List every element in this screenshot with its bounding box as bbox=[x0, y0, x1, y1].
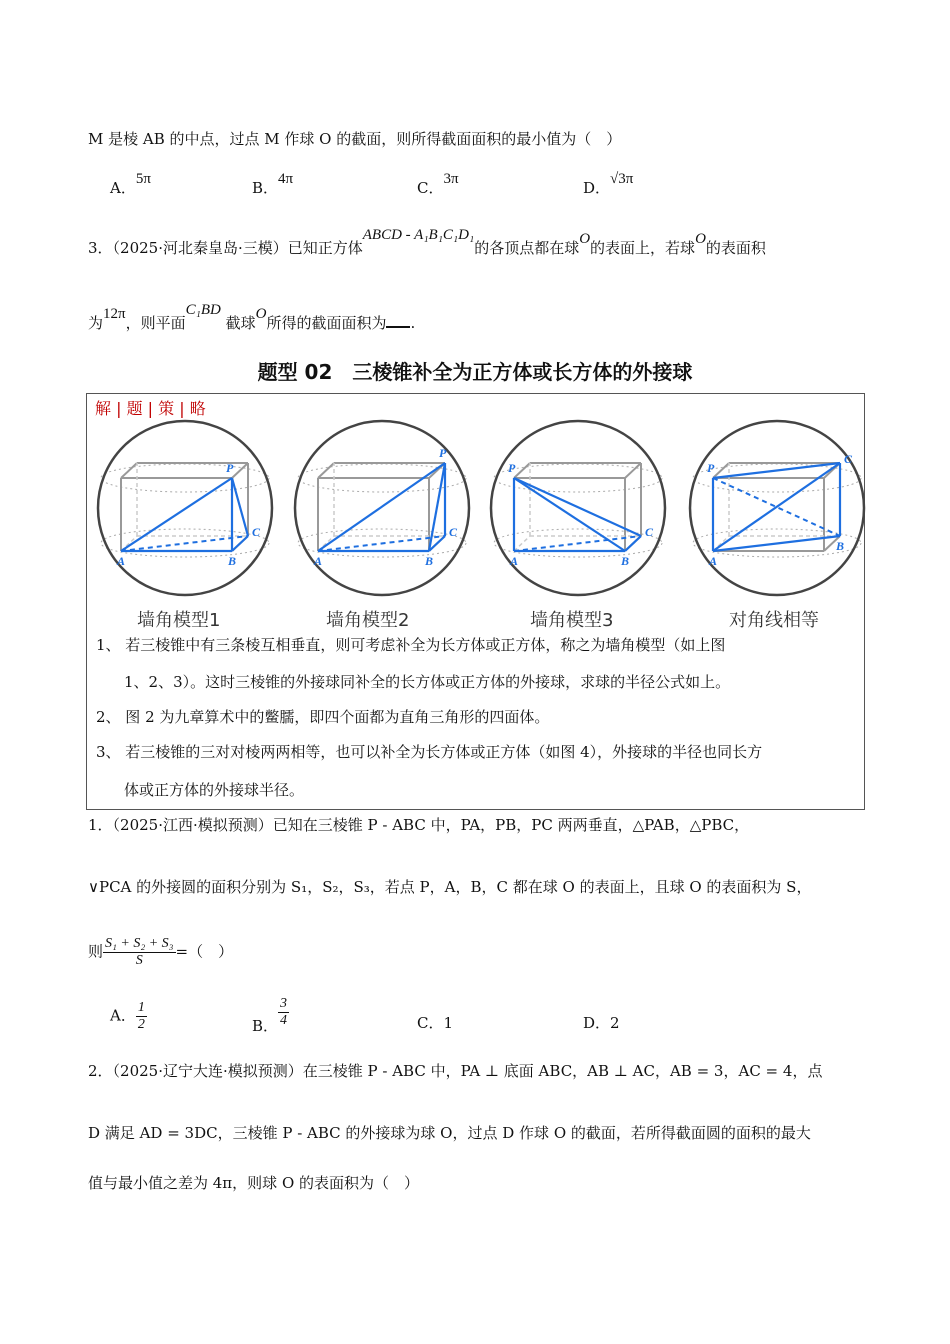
option-value: 2 bbox=[610, 1014, 620, 1032]
tetrahedron-edge bbox=[232, 536, 248, 551]
q3-text: ，则平面 bbox=[125, 314, 186, 332]
sphere-circle bbox=[690, 421, 864, 595]
note-3-cont: 体或正方体的外接球半径。 bbox=[124, 781, 305, 799]
q3-text: 为 bbox=[88, 314, 104, 332]
vertex-label: P bbox=[508, 461, 516, 475]
q3-text: 截球 bbox=[225, 314, 256, 332]
figure-caption: 墙角模型2 bbox=[326, 610, 410, 631]
q3-o: O bbox=[695, 231, 706, 247]
q3-text: 的表面上，若球 bbox=[590, 239, 696, 257]
option-label: D． bbox=[583, 1014, 611, 1032]
vertex-label: B bbox=[425, 554, 434, 568]
box-edge bbox=[514, 463, 530, 478]
option-label: B． bbox=[252, 1016, 279, 1035]
vertex-label: C bbox=[252, 525, 261, 539]
section-title: 题型 02 三棱锥补全为正方体或长方体的外接球 bbox=[257, 360, 693, 384]
vertex-label: B bbox=[228, 554, 237, 568]
figures-svg bbox=[0, 0, 950, 640]
problem-2-line1: 2．（2025·辽宁大连·模拟预测）在三棱锥 P - ABC 中，PA ⊥ 底面 ABC，AB ⊥ AC，AB = 3，AC = 4，点 bbox=[88, 1062, 823, 1080]
vertex-label: A bbox=[709, 554, 718, 568]
problem-2-line2: D 满足 AD = 3DC，三棱锥 P - ABC 的外接球为球 O，过点 D 作球 O 的截面，若所得截面圆的面积的最大 bbox=[88, 1124, 811, 1142]
denominator: 4 bbox=[280, 1013, 288, 1028]
vertex-label: C bbox=[645, 525, 654, 539]
problem-1-line1: 1．（2025·江西·模拟预测）已知在三棱锥 P - ABC 中，PA，PB，PC 两两垂直，△PAB，△PBC， bbox=[88, 816, 750, 834]
option-value: 3π bbox=[443, 171, 459, 187]
option-label: C． bbox=[417, 179, 444, 197]
fraction bbox=[136, 1000, 147, 1033]
q3-o: O bbox=[255, 306, 267, 322]
option-label: D． bbox=[583, 179, 611, 197]
option-label: B． bbox=[252, 179, 279, 197]
vertex-label: P bbox=[226, 461, 234, 475]
q3-prefix: 3．（2025·河北秦皇岛·三模）已知正方体 bbox=[88, 239, 363, 257]
problem-1-line2: ∨PCA 的外接圆的面积分别为 S₁，S₂，S₃，若点 P，A，B，C 都在球 O 的表面上，且球 O 的表面积为 S， bbox=[88, 878, 812, 896]
strategy-tag: 解 | 题 | 策 | 略 bbox=[95, 399, 206, 418]
vertex-label: P bbox=[439, 446, 447, 460]
box-edge bbox=[121, 463, 137, 478]
option-value: 5π bbox=[135, 171, 151, 187]
option-label: A． bbox=[110, 179, 136, 197]
option-value: 1 bbox=[443, 1014, 454, 1032]
numerator: S₁ + S₂ + S₃ bbox=[105, 936, 174, 951]
vertex-label: B bbox=[836, 539, 845, 553]
numerator: 1 bbox=[137, 1000, 145, 1015]
q3-end: . bbox=[410, 314, 416, 332]
vertex-label: A bbox=[314, 554, 323, 568]
problem-1-line3 bbox=[88, 936, 233, 969]
tetrahedron-edge bbox=[625, 536, 641, 551]
numerator: 3 bbox=[280, 996, 288, 1011]
q3-area: 12π bbox=[103, 306, 126, 322]
p1-text: 则 bbox=[88, 942, 104, 961]
option-value: √3π bbox=[610, 171, 634, 187]
q3-text: 的表面积 bbox=[705, 239, 766, 257]
q3-text: 的各顶点都在球 bbox=[474, 239, 580, 257]
vertex-label: C bbox=[449, 525, 458, 539]
option-value: 4π bbox=[278, 171, 294, 187]
note-2: 2、 图 2 为九章算术中的鳖臑，即四个面都为直角三角形的四面体。 bbox=[96, 708, 550, 726]
question-text: M 是棱 AB 的中点，过点 M 作球 O 的截面，则所得截面面积的最小值为（ ） bbox=[88, 130, 622, 148]
q3-math: ABCD - A₁B₁C₁D₁ bbox=[362, 227, 475, 243]
tetrahedron-edge bbox=[232, 478, 248, 536]
box-edge bbox=[232, 463, 248, 478]
denominator: S bbox=[135, 953, 143, 968]
note-1: 1、 若三棱锥中有三条棱互相垂直，则可考虑补全为长方体或正方体，称之为墙角模型（如上图 bbox=[96, 636, 726, 654]
figure-caption: 对角线相等 bbox=[729, 610, 819, 631]
denominator: 2 bbox=[137, 1017, 145, 1032]
figure-caption: 墙角模型1 bbox=[137, 610, 221, 631]
vertex-label: P bbox=[707, 461, 715, 475]
tetrahedron-edge bbox=[514, 478, 641, 536]
problem-2-line3: 值与最小值之差为 4π，则球 O 的表面积为（ ） bbox=[88, 1174, 420, 1192]
figure-caption: 墙角模型3 bbox=[530, 610, 614, 631]
note-1-cont: 1、2、3）。这时三棱锥的外接球同补全的长方体或正方体的外接球，求球的半径公式如上。 bbox=[124, 673, 731, 691]
p1-text: =（ ） bbox=[175, 942, 234, 961]
box-edge bbox=[318, 463, 334, 478]
note-3: 3、 若三棱锥的三对对棱两两相等，也可以补全为长方体或正方体（如图 4），外接球的半径也同长方 bbox=[96, 743, 763, 761]
option-label: C． bbox=[417, 1014, 444, 1032]
vertex-label: C bbox=[844, 452, 853, 466]
q3-plane: C₁BD bbox=[185, 302, 221, 318]
vertex-label: A bbox=[117, 554, 126, 568]
option-label: A． bbox=[110, 1006, 136, 1025]
vertex-label: A bbox=[510, 554, 519, 568]
fraction bbox=[278, 996, 289, 1029]
box-edge bbox=[625, 463, 641, 478]
q3-text: 所得的截面面积为 bbox=[266, 314, 387, 332]
vertex-label: B bbox=[621, 554, 630, 568]
fraction bbox=[103, 936, 176, 969]
q3-o: O bbox=[579, 231, 591, 247]
